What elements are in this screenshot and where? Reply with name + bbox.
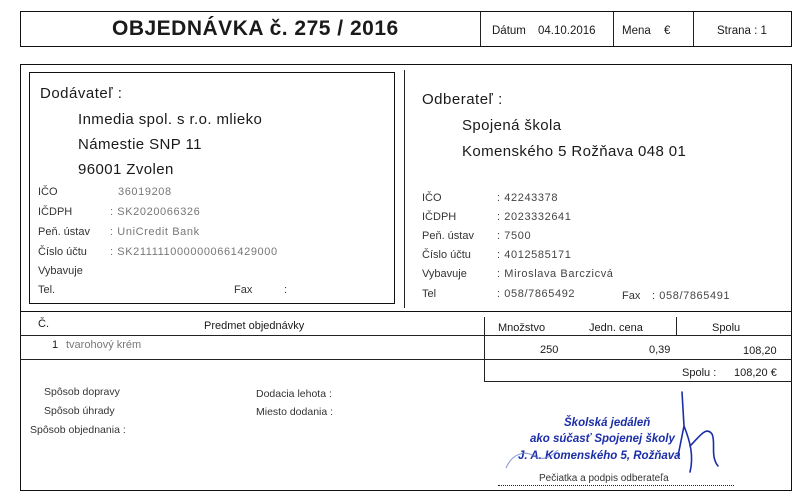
- supplier-account-value: : SK2111110000000661429000: [110, 246, 278, 258]
- supplier-tel-label: Tel.: [38, 284, 56, 296]
- supplier-icdph-label: IČDPH: [38, 206, 73, 218]
- supplier-bank-value: : UniCredit Bank: [110, 226, 200, 238]
- header-divider: [613, 12, 614, 46]
- currency-value: €: [664, 25, 671, 37]
- ordered-by-label: Spôsob objednania :: [30, 424, 126, 436]
- parties-divider: [404, 70, 405, 308]
- currency-label: Mena: [622, 25, 651, 37]
- col-header-number: Č.: [38, 318, 49, 330]
- document-title: OBJEDNÁVKA č. 275 / 2016: [112, 17, 399, 40]
- supplier-icdph-value: : SK2020066326: [110, 206, 201, 218]
- header-divider: [480, 12, 481, 46]
- stamp-line-1: Školská jedáleň: [564, 417, 651, 429]
- supplier-label: Dodávateľ :: [40, 85, 123, 102]
- customer-tel-value: : 058/7865492: [497, 288, 576, 300]
- transport-label: Spôsob dopravy: [44, 386, 120, 398]
- supplier-ico-label: IČO: [38, 186, 58, 198]
- customer-tel-label: Tel: [422, 288, 437, 300]
- row-unit-price: 0,39: [649, 344, 671, 356]
- payment-label: Spôsob úhrady: [44, 405, 115, 417]
- signature-label: Pečiatka a podpis odberateľa: [539, 473, 669, 484]
- supplier-account-label: Číslo účtu: [38, 246, 87, 258]
- supplier-contact-label: Vybavuje: [38, 265, 83, 277]
- stamp-mark: [502, 446, 562, 474]
- table-header-rule: [20, 335, 792, 336]
- header-divider: [693, 12, 694, 46]
- date-label: Dátum: [492, 25, 526, 37]
- table-row-rule: [20, 359, 792, 360]
- row-total: 108,20: [743, 345, 777, 357]
- col-header-description: Predmet objednávky: [204, 320, 305, 332]
- supplier-bank-label: Peň. ústav: [38, 226, 90, 238]
- customer-fax-value: : 058/7865491: [652, 290, 731, 302]
- stamp-line-2: ako súčasť Spojenej školy: [530, 433, 675, 445]
- customer-bank-value: : 7500: [497, 230, 532, 242]
- date-value: 04.10.2016: [538, 25, 596, 37]
- col-header-total: Spolu: [712, 322, 741, 334]
- supplier-box: [29, 72, 395, 304]
- sum-value: 108,20 €: [734, 367, 777, 379]
- page-number: Strana : 1: [717, 25, 767, 37]
- customer-account-label: Číslo účtu: [422, 249, 471, 261]
- sum-label: Spolu :: [682, 367, 717, 379]
- supplier-street: Námestie SNP 11: [78, 136, 202, 153]
- customer-fax-label: Fax: [622, 290, 641, 302]
- customer-label: Odberateľ :: [422, 91, 503, 108]
- row-number: 1: [52, 339, 59, 351]
- col-header-unit-price: Jedn. cena: [589, 322, 643, 334]
- customer-name: Spojená škola: [462, 117, 562, 134]
- customer-account-value: : 4012585171: [497, 249, 572, 261]
- customer-icdph-value: : 2023332641: [497, 211, 572, 223]
- supplier-fax-label: Fax: [234, 284, 253, 296]
- customer-bank-label: Peň. ústav: [422, 230, 474, 242]
- row-description: tvarohový krém: [66, 339, 142, 351]
- row-quantity: 250: [540, 344, 559, 356]
- supplier-fax-value: :: [284, 284, 288, 296]
- delivery-place-label: Miesto dodania :: [256, 406, 334, 418]
- customer-contact-label: Vybavuje: [422, 268, 467, 280]
- table-col-divider: [484, 317, 485, 381]
- customer-ico-value: : 42243378: [497, 192, 559, 204]
- supplier-name: Inmedia spol. s r.o. mlieko: [78, 111, 263, 128]
- customer-address: Komenského 5 Rožňava 048 01: [462, 143, 687, 160]
- table-col-divider: [676, 317, 677, 335]
- signature-rule: [498, 485, 734, 486]
- customer-icdph-label: IČDPH: [422, 211, 457, 223]
- customer-contact-value: : Miroslava Barczicvá: [497, 268, 614, 280]
- stamp-line-3: J. A. Komenského 5, Rožňava: [518, 450, 681, 462]
- col-header-quantity: Množstvo: [498, 322, 546, 334]
- supplier-ico-value: 36019208: [118, 186, 172, 198]
- signature: [660, 386, 730, 476]
- customer-ico-label: IČO: [422, 192, 442, 204]
- delivery-term-label: Dodacia lehota :: [256, 388, 332, 400]
- supplier-city: 96001 Zvolen: [78, 161, 174, 178]
- table-sum-rule: [484, 381, 792, 382]
